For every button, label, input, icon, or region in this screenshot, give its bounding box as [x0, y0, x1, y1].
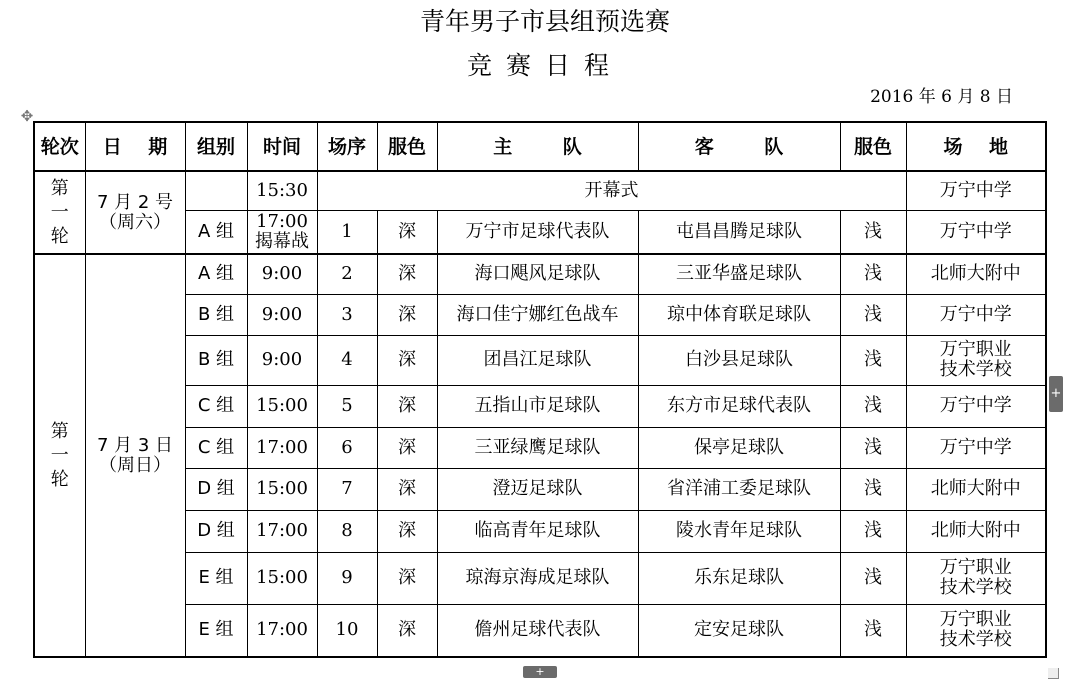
away-team-cell: 省洋浦工委足球队	[638, 468, 840, 510]
venue-cell: 北师大附中	[906, 254, 1046, 294]
time-cell: 17:00	[247, 427, 317, 468]
order-cell: 1	[317, 210, 377, 254]
home-color-cell: 深	[377, 552, 437, 604]
venue-cell: 万宁职业 技术学校	[906, 552, 1046, 604]
group-cell	[185, 171, 247, 210]
header-order: 场序	[317, 122, 377, 171]
time-cell: 15:00	[247, 552, 317, 604]
away-color-cell: 浅	[840, 294, 906, 335]
order-cell: 3	[317, 294, 377, 335]
home-team-cell: 海口飓风足球队	[437, 254, 638, 294]
table-row	[34, 171, 1046, 210]
order-cell: 8	[317, 510, 377, 552]
header-away-color: 服色	[840, 122, 906, 171]
match-date: 7 月 2 号 （周六）	[85, 171, 185, 254]
table-row	[34, 335, 1046, 385]
home-team-cell: 澄迈足球队	[437, 468, 638, 510]
away-team-cell: 定安足球队	[638, 604, 840, 657]
round-label: 第一轮	[34, 254, 85, 657]
header-group: 组别	[185, 122, 247, 171]
order-cell: 4	[317, 335, 377, 385]
home-color-cell: 深	[377, 604, 437, 657]
time-cell: 15:00	[247, 385, 317, 427]
home-color-cell: 深	[377, 510, 437, 552]
table-row	[34, 604, 1046, 657]
venue-cell: 北师大附中	[906, 510, 1046, 552]
header-away-team: 客 队	[638, 122, 840, 171]
schedule-table	[33, 121, 1047, 658]
venue-cell: 万宁中学	[906, 427, 1046, 468]
order-cell: 10	[317, 604, 377, 657]
match-date: 7 月 3 日 （周日）	[85, 254, 185, 657]
home-color-cell: 深	[377, 427, 437, 468]
venue-cell: 万宁中学	[906, 210, 1046, 254]
home-team-cell: 儋州足球代表队	[437, 604, 638, 657]
away-color-cell: 浅	[840, 468, 906, 510]
home-color-cell: 深	[377, 254, 437, 294]
group-cell: D 组	[185, 468, 247, 510]
venue-cell: 万宁职业 技术学校	[906, 604, 1046, 657]
table-row	[34, 254, 1046, 294]
table-row	[34, 210, 1046, 254]
table-row	[34, 510, 1046, 552]
header-date: 日 期	[85, 122, 185, 171]
round-label: 第一轮	[34, 171, 85, 254]
group-cell: C 组	[185, 427, 247, 468]
table-row	[34, 294, 1046, 335]
away-color-cell: 浅	[840, 604, 906, 657]
home-team-cell: 团昌江足球队	[437, 335, 638, 385]
venue-cell: 万宁职业 技术学校	[906, 335, 1046, 385]
time-cell: 17:00	[247, 510, 317, 552]
home-color-cell: 深	[377, 210, 437, 254]
time-cell: 15:30	[247, 171, 317, 210]
home-team-cell: 琼海京海成足球队	[437, 552, 638, 604]
time-cell: 9:00	[247, 335, 317, 385]
table-row	[34, 385, 1046, 427]
home-team-cell: 临高青年足球队	[437, 510, 638, 552]
away-color-cell: 浅	[840, 210, 906, 254]
home-team-cell: 万宁市足球代表队	[437, 210, 638, 254]
away-color-cell: 浅	[840, 385, 906, 427]
venue-cell: 万宁中学	[906, 385, 1046, 427]
order-cell: 9	[317, 552, 377, 604]
order-cell: 5	[317, 385, 377, 427]
venue-cell: 万宁中学	[906, 294, 1046, 335]
table-row	[34, 468, 1046, 510]
order-cell: 7	[317, 468, 377, 510]
group-cell: C 组	[185, 385, 247, 427]
table-row	[34, 552, 1046, 604]
away-team-cell: 陵水青年足球队	[638, 510, 840, 552]
away-color-cell: 浅	[840, 254, 906, 294]
home-color-cell: 深	[377, 294, 437, 335]
away-team-cell: 白沙县足球队	[638, 335, 840, 385]
away-color-cell: 浅	[840, 552, 906, 604]
document-date: 2016 年 6 月 8 日	[870, 87, 1013, 107]
group-cell: B 组	[185, 294, 247, 335]
table-move-handle-icon[interactable]: ✥	[20, 107, 34, 125]
away-team-cell: 乐东足球队	[638, 552, 840, 604]
away-team-cell: 屯昌昌腾足球队	[638, 210, 840, 254]
group-cell: E 组	[185, 552, 247, 604]
table-resize-handle[interactable]	[1048, 668, 1059, 679]
order-cell: 6	[317, 427, 377, 468]
home-color-cell: 深	[377, 335, 437, 385]
add-column-plus-icon[interactable]: +	[1049, 376, 1063, 412]
ceremony-cell: 开幕式	[317, 171, 906, 210]
time-cell: 17:00	[247, 604, 317, 657]
header-home-color: 服色	[377, 122, 437, 171]
venue-cell: 北师大附中	[906, 468, 1046, 510]
header-home-team: 主 队	[437, 122, 638, 171]
group-cell: B 组	[185, 335, 247, 385]
group-cell: D 组	[185, 510, 247, 552]
header-round: 轮次	[34, 122, 85, 171]
away-team-cell: 保亭足球队	[638, 427, 840, 468]
order-cell: 2	[317, 254, 377, 294]
table-row	[34, 427, 1046, 468]
time-cell: 9:00	[247, 254, 317, 294]
time-cell: 9:00	[247, 294, 317, 335]
time-cell: 17:00 揭幕战	[247, 210, 317, 254]
away-color-cell: 浅	[840, 510, 906, 552]
time-cell: 15:00	[247, 468, 317, 510]
away-team-cell: 东方市足球代表队	[638, 385, 840, 427]
home-team-cell: 五指山市足球队	[437, 385, 638, 427]
home-color-cell: 深	[377, 468, 437, 510]
home-team-cell: 三亚绿鹰足球队	[437, 427, 638, 468]
header-venue: 场 地	[906, 122, 1046, 171]
group-cell: E 组	[185, 604, 247, 657]
away-team-cell: 琼中体育联足球队	[638, 294, 840, 335]
header-row	[34, 122, 1046, 171]
document-subtitle: 竞赛日程	[466, 51, 623, 80]
document-title: 青年男子市县组预选赛	[419, 7, 670, 36]
home-color-cell: 深	[377, 385, 437, 427]
header-time: 时间	[247, 122, 317, 171]
group-cell: A 组	[185, 254, 247, 294]
away-color-cell: 浅	[840, 335, 906, 385]
home-team-cell: 海口佳宁娜红色战车	[437, 294, 638, 335]
away-color-cell: 浅	[840, 427, 906, 468]
away-team-cell: 三亚华盛足球队	[638, 254, 840, 294]
add-row-plus-icon[interactable]: +	[523, 666, 557, 678]
group-cell: A 组	[185, 210, 247, 254]
venue-cell: 万宁中学	[906, 171, 1046, 210]
